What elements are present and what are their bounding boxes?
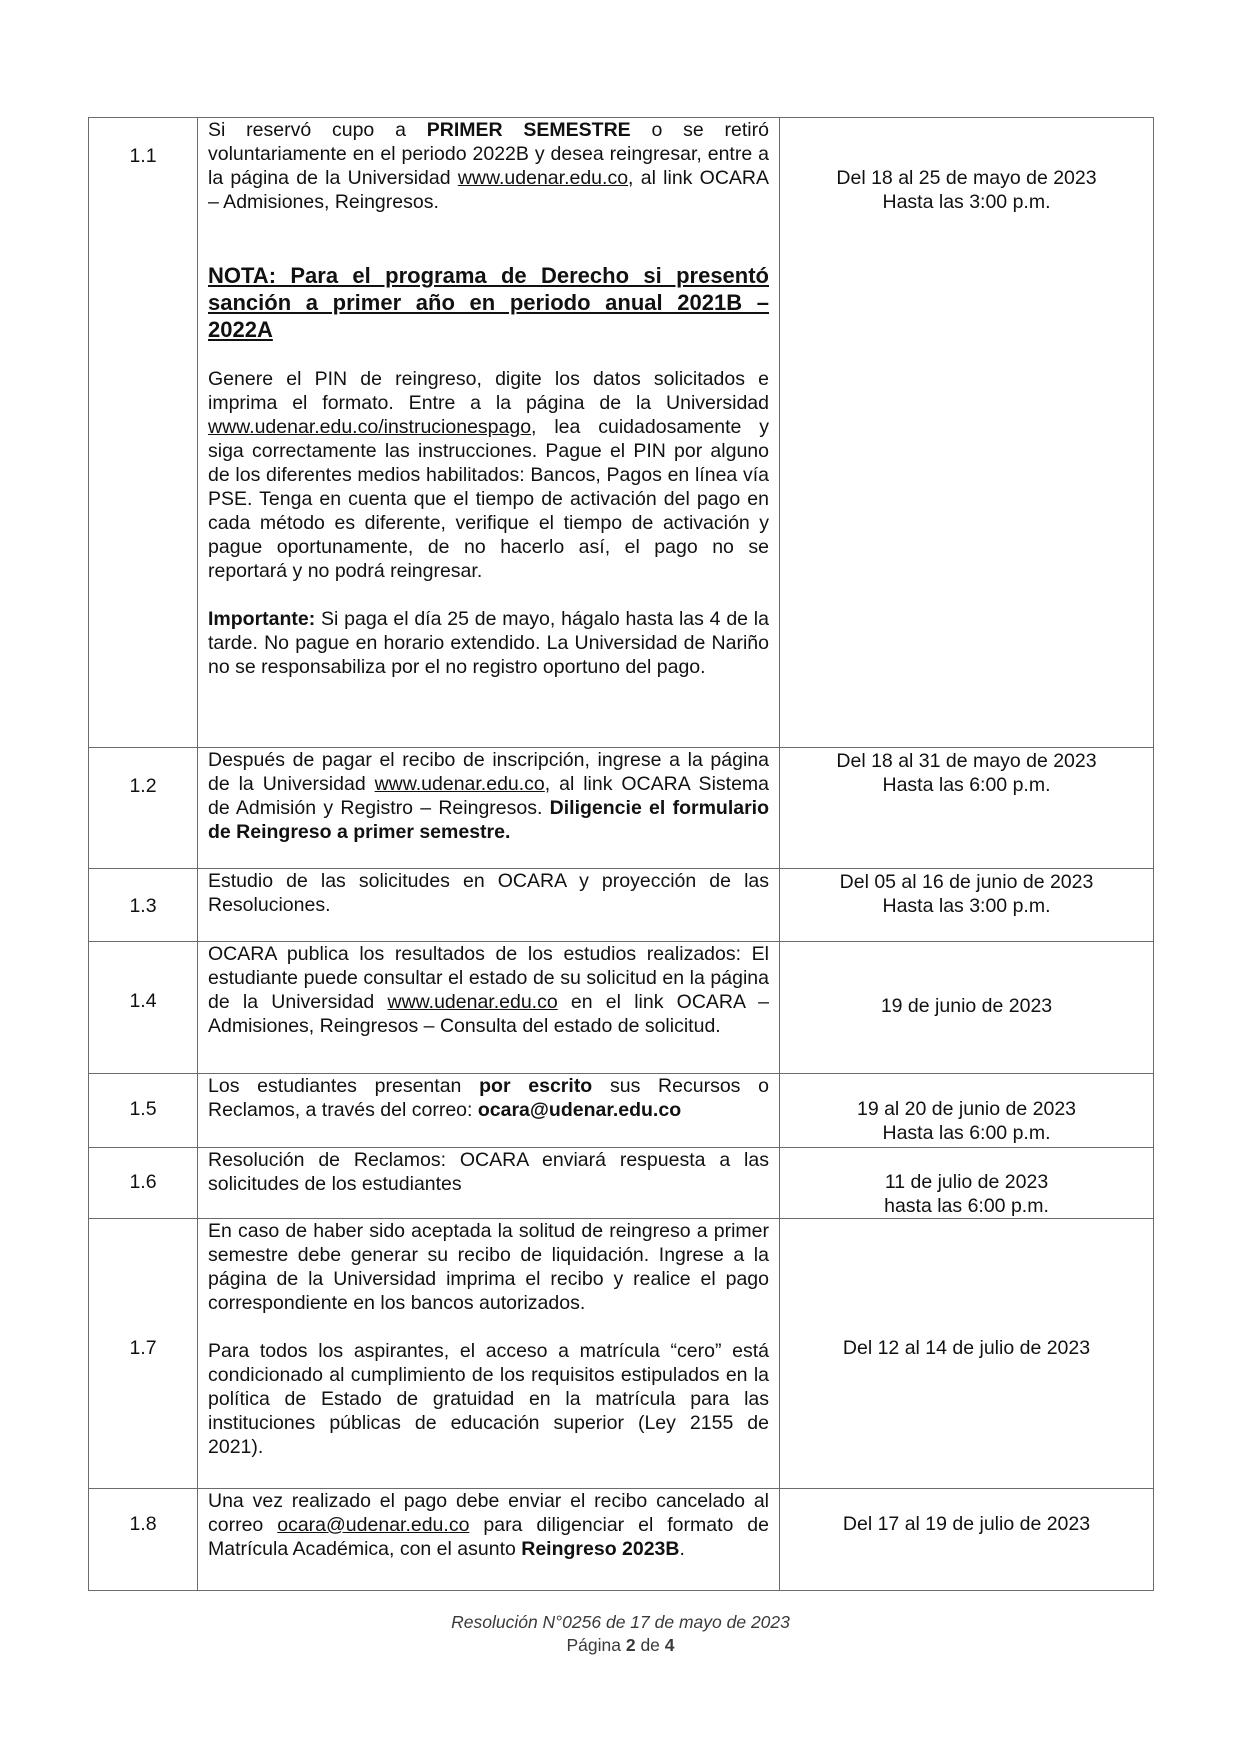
time-limit: Hasta las 6:00 p.m. <box>882 1122 1051 1144</box>
email-link[interactable]: ocara@udenar.edu.co <box>277 1514 470 1536</box>
paragraph: Para todos los aspirantes, el acceso a matrícula “cero” está condicionado al cumplimiento de los requisitos estipulados en la política de Estado de gratuidad en la matrícula para las instituciones públicas de educación superior (Ley 2155 de 2021). <box>208 1340 769 1458</box>
step-date <box>780 1219 1154 1489</box>
time-limit: Hasta las 3:00 p.m. <box>882 191 1051 213</box>
university-link[interactable]: www.udenar.edu.co <box>457 167 629 189</box>
email-address: ocara@udenar.edu.co <box>477 1099 682 1121</box>
step-date <box>780 1074 1154 1148</box>
paragraph: Genere el PIN de reingreso, digite los datos solicitados e imprima el formato. Entre a la página de la Universidad www.udenar.edu.co/instrucionespago, lea cuidadosamente y siga correctamente las instrucciones. Pague el PIN por alguno de los diferentes medios habilitados: Bancos, Pagos en línea vía PSE. Tenga en cuenta que el tiempo de activación del pago en cada método es diferente, verifique el tiempo de activación y pague oportunamente, de no hacerlo así, el pago no se reportará y no podrá reingresar. <box>208 368 769 582</box>
page-number: Página 2 de 4 <box>566 1635 675 1655</box>
date-range: Del 05 al 16 de junio de 2023 <box>839 871 1094 893</box>
resolution-reference: Resolución N°0256 de 17 de mayo de 2023 <box>451 1612 790 1632</box>
step-description <box>198 748 780 869</box>
paragraph: Después de pagar el recibo de inscripción, ingrese a la página de la Universidad www.udenar.edu.co, al link OCARA Sistema de Admisión y Registro – Reingresos. Diligencie el formulario de Reingreso a primer semestre. <box>208 749 770 843</box>
schedule-table <box>88 117 1154 1591</box>
step-date <box>780 118 1154 748</box>
table-row <box>89 1148 1154 1219</box>
date-range: 19 de junio de 2023 <box>880 995 1053 1017</box>
table-row <box>89 118 1154 748</box>
table-row <box>89 748 1154 869</box>
step-number: 1.4 <box>89 942 198 1074</box>
time-limit: Hasta las 6:00 p.m. <box>882 774 1051 796</box>
date-range: Del 18 al 25 de mayo de 2023 <box>836 167 1097 189</box>
note-heading: NOTA: Para el programa de Derecho si presentó sanción a primer año en periodo anual 2021B – 2022A <box>208 263 769 342</box>
paragraph: Importante: Si paga el día 25 de mayo, hágalo hasta las 4 de la tarde. No pague en horario extendido. La Universidad de Nariño no se responsabiliza por el no registro oportuno del pago. <box>208 608 769 678</box>
table-row <box>89 1074 1154 1148</box>
step-description <box>198 942 780 1074</box>
step-date <box>780 1148 1154 1219</box>
page-footer <box>0 1611 1241 1657</box>
step-number: 1.6 <box>89 1148 198 1219</box>
payment-instructions-link[interactable]: www.udenar.edu.co/instrucionespago <box>208 416 532 438</box>
step-number: 1.1 <box>89 118 198 748</box>
step-date <box>780 869 1154 942</box>
time-limit: Hasta las 3:00 p.m. <box>882 895 1051 917</box>
step-date <box>780 942 1154 1074</box>
time-limit: hasta las 6:00 p.m. <box>884 1195 1049 1217</box>
step-description <box>198 1489 780 1591</box>
university-link[interactable]: www.udenar.edu.co <box>374 773 545 795</box>
paragraph: Resolución de Reclamos: OCARA enviará respuesta a las solicitudes de los estudiantes <box>208 1149 769 1195</box>
date-range: 11 de julio de 2023 <box>884 1171 1049 1193</box>
table-row <box>89 1489 1154 1591</box>
paragraph: Estudio de las solicitudes en OCARA y proyección de las Resoluciones. <box>208 870 769 916</box>
date-range: Del 12 al 14 de julio de 2023 <box>842 1337 1091 1359</box>
paragraph: Los estudiantes presentan por escrito sus Recursos o Reclamos, a través del correo: ocara@udenar.edu.co <box>208 1075 769 1121</box>
step-number: 1.8 <box>89 1489 198 1591</box>
table-row <box>89 942 1154 1074</box>
step-description <box>198 1074 780 1148</box>
step-description <box>198 1148 780 1219</box>
step-description <box>198 118 780 748</box>
university-link[interactable]: www.udenar.edu.co <box>387 991 558 1013</box>
paragraph: En caso de haber sido aceptada la solitud de reingreso a primer semestre debe generar su recibo de liquidación. Ingrese a la página de la Universidad imprima el recibo y realice el pago correspondiente en los bancos autorizados. <box>208 1220 769 1314</box>
table-row <box>89 1219 1154 1489</box>
step-date <box>780 748 1154 869</box>
date-range: 19 al 20 de junio de 2023 <box>856 1098 1077 1120</box>
step-description <box>198 869 780 942</box>
table-row <box>89 869 1154 942</box>
step-description <box>198 1219 780 1489</box>
step-number: 1.3 <box>89 869 198 942</box>
date-range: Del 17 al 19 de julio de 2023 <box>842 1513 1091 1535</box>
date-range: Del 18 al 31 de mayo de 2023 <box>836 750 1097 772</box>
step-number: 1.7 <box>89 1219 198 1489</box>
paragraph: Una vez realizado el pago debe enviar el recibo cancelado al correo ocara@udenar.edu.co para diligenciar el formato de Matrícula Académica, con el asunto Reingreso 2023B. <box>208 1490 769 1560</box>
paragraph: Si reservó cupo a PRIMER SEMESTRE o se retiró voluntariamente en el periodo 2022B y desea reingresar, entre a la página de la Universidad www.udenar.edu.co, al link OCARA – Admisiones, Reingresos. <box>208 119 770 213</box>
step-number: 1.5 <box>89 1074 198 1148</box>
paragraph: OCARA publica los resultados de los estudios realizados: El estudiante puede consultar el estado de su solicitud en la página de la Universidad www.udenar.edu.co en el link OCARA – Admisiones, Reingresos – Consulta del estado de solicitud. <box>208 943 769 1037</box>
step-date <box>780 1489 1154 1591</box>
step-number: 1.2 <box>89 748 198 869</box>
